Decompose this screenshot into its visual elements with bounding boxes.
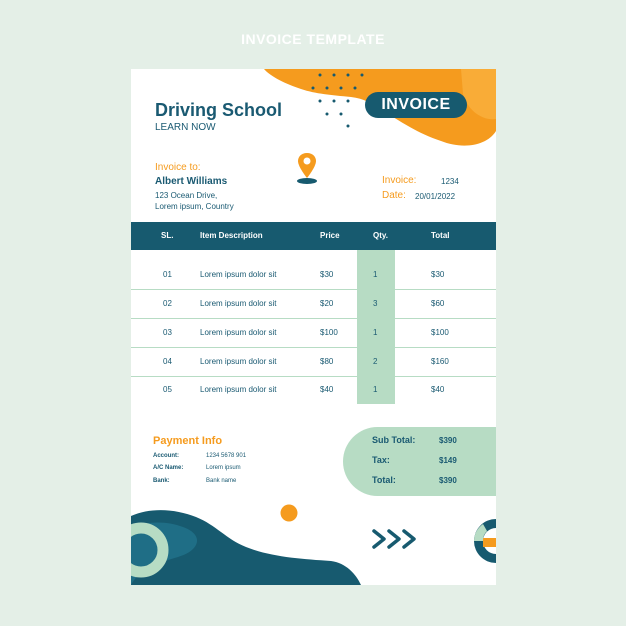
ac-name-value: Lorem ipsum xyxy=(206,465,241,471)
row-qty: 3 xyxy=(373,299,378,308)
invoice-sheet xyxy=(131,69,496,585)
account-value: 1234 5678 901 xyxy=(206,453,247,459)
brand-title: Driving School xyxy=(155,100,283,120)
subtotal-label: Sub Total: xyxy=(372,435,416,445)
row-total: $160 xyxy=(431,357,449,366)
tax-label: Tax: xyxy=(372,455,390,465)
row-price: $30 xyxy=(320,270,334,279)
bottom-decoration xyxy=(131,69,496,585)
ac-name-label: A/C Name: xyxy=(153,465,184,471)
address-line-1: 123 Ocean Drive, xyxy=(155,191,218,200)
bank-label: Bank: xyxy=(153,478,170,484)
row-price: $100 xyxy=(320,328,338,337)
row-total: $40 xyxy=(431,385,445,394)
row-sl: 04 xyxy=(163,357,172,366)
row-sl: 01 xyxy=(163,270,172,279)
row-sl: 03 xyxy=(163,328,172,337)
row-sl: 02 xyxy=(163,299,172,308)
header-total: Total xyxy=(431,231,450,240)
row-qty: 1 xyxy=(373,270,378,279)
date-value: 20/01/2022 xyxy=(415,192,456,201)
header-price: Price xyxy=(320,231,340,240)
row-price: $20 xyxy=(320,299,334,308)
tax-value: $149 xyxy=(439,456,457,465)
row-qty: 1 xyxy=(373,385,378,394)
date-label: Date: xyxy=(382,190,406,201)
row-total: $30 xyxy=(431,270,445,279)
row-qty: 2 xyxy=(373,357,378,366)
page-heading: INVOICE TEMPLATE xyxy=(241,31,385,47)
row-price: $80 xyxy=(320,357,334,366)
total-value: $390 xyxy=(439,476,457,485)
row-description: Lorem ipsum dolor sit xyxy=(200,270,277,279)
row-description: Lorem ipsum dolor sit xyxy=(200,357,277,366)
header-sl: SL. xyxy=(161,231,174,240)
row-description: Lorem ipsum dolor sit xyxy=(200,385,277,394)
header-description: Item Description xyxy=(200,231,263,240)
row-total: $100 xyxy=(431,328,449,337)
address-line-2: Lorem ipsum, Country xyxy=(155,202,234,211)
total-label: Total: xyxy=(372,475,396,485)
account-label: Account: xyxy=(153,453,179,459)
row-qty: 1 xyxy=(373,328,378,337)
header-qty: Qty. xyxy=(373,231,388,240)
invoice-badge: INVOICE xyxy=(365,92,467,118)
customer-name: Albert Williams xyxy=(155,176,228,187)
row-total: $60 xyxy=(431,299,445,308)
subtotal-value: $390 xyxy=(439,436,457,445)
invoice-to-label: Invoice to: xyxy=(155,162,201,173)
row-price: $40 xyxy=(320,385,334,394)
invoice-number-label: Invoice: xyxy=(382,175,417,186)
invoice-number-value: 1234 xyxy=(441,177,459,186)
arrows-icon xyxy=(374,531,414,547)
row-description: Lorem ipsum dolor sit xyxy=(200,299,277,308)
payment-info-title: Payment Info xyxy=(153,435,223,447)
brand-tagline: LEARN NOW xyxy=(155,122,216,133)
row-description: Lorem ipsum dolor sit xyxy=(200,328,277,337)
bank-value: Bank name xyxy=(206,478,237,484)
row-sl: 05 xyxy=(163,385,172,394)
